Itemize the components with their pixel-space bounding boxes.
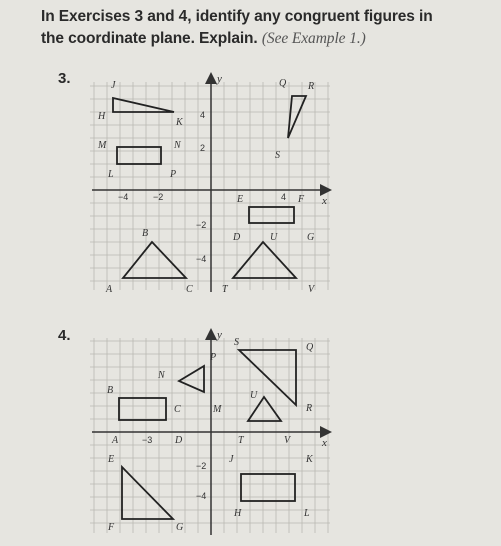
tick-x-pos4: 4: [281, 192, 287, 202]
label-c: C: [174, 404, 181, 415]
label-p: P: [170, 169, 177, 180]
label-d: D: [175, 435, 183, 446]
triangle-hjk: [113, 98, 174, 112]
label-c: C: [186, 284, 193, 295]
label-a: A: [112, 435, 119, 446]
label-d: D: [233, 232, 241, 243]
label-r: R: [306, 403, 313, 414]
exercise-3-coordinate-plane: [86, 70, 334, 295]
triangle-npq: [179, 366, 204, 392]
rectangle-defg: [249, 207, 294, 223]
exercise-4-coordinate-plane: [86, 327, 334, 537]
exercise-3-number: 3.: [58, 70, 71, 87]
grid-lines: [90, 338, 330, 533]
label-t: T: [238, 435, 244, 446]
label-h: H: [234, 508, 242, 519]
label-q: Q: [306, 342, 314, 353]
label-k: K: [176, 117, 183, 128]
tick-y-neg4: −4: [196, 254, 207, 264]
label-g: G: [307, 232, 315, 243]
triangle-abc: [123, 242, 186, 278]
label-h: H: [98, 111, 106, 122]
tick-y-neg2: −2: [196, 461, 207, 471]
instructions-text: the coordinate plane. Explain.: [41, 30, 258, 47]
instructions-line-1: In Exercises 3 and 4, identify any congruent figures in: [41, 8, 433, 25]
instructions-line-2: [41, 28, 496, 50]
label-n: N: [174, 140, 181, 151]
tick-y-neg2: −2: [196, 220, 207, 230]
label-m: M: [213, 404, 222, 415]
x-axis-label: x: [322, 437, 327, 449]
label-j: J: [111, 80, 116, 91]
label-n: N: [158, 370, 165, 381]
label-f: F: [298, 194, 305, 205]
label-g: G: [176, 522, 184, 533]
label-p: P: [210, 352, 217, 363]
tick-y-pos2: 2: [200, 143, 206, 153]
label-l: L: [108, 169, 114, 180]
triangle-tuv: [233, 242, 296, 278]
exercise-4-number: 4.: [58, 327, 71, 344]
label-r: R: [308, 81, 315, 92]
x-axis-label: x: [322, 195, 327, 207]
tick-x-neg3: −3: [142, 435, 153, 445]
instructions: [41, 6, 496, 50]
label-k: K: [306, 454, 313, 465]
triangle-efg: [122, 467, 173, 519]
label-v: V: [284, 435, 291, 446]
label-q: Q: [279, 78, 287, 89]
label-l: L: [304, 508, 310, 519]
tick-y-pos4: 4: [200, 110, 206, 120]
label-e: E: [237, 194, 244, 205]
label-t: T: [222, 284, 228, 295]
rectangle-mnpl: [117, 147, 161, 164]
example-reference: (See Example 1.): [261, 30, 366, 47]
triangle-sqr: [239, 350, 296, 405]
label-s: S: [234, 337, 239, 348]
triangle-qrs: [288, 96, 306, 138]
tick-x-neg4: −4: [118, 192, 129, 202]
label-j: J: [229, 454, 234, 465]
tick-x-neg2: −2: [153, 192, 164, 202]
label-b: B: [107, 385, 114, 396]
label-m: M: [98, 140, 107, 151]
point-labels: [97, 78, 316, 295]
label-u: U: [270, 232, 278, 243]
y-axis-label: y: [217, 73, 222, 85]
tick-y-neg4: −4: [196, 491, 207, 501]
y-axis-label: y: [217, 329, 222, 341]
grid-lines: [90, 82, 330, 290]
label-a: A: [106, 284, 113, 295]
label-v: V: [308, 284, 315, 295]
label-b: B: [142, 228, 149, 239]
label-s: S: [275, 150, 280, 161]
label-e: E: [108, 454, 115, 465]
label-f: F: [108, 522, 115, 533]
label-u: U: [250, 390, 258, 401]
